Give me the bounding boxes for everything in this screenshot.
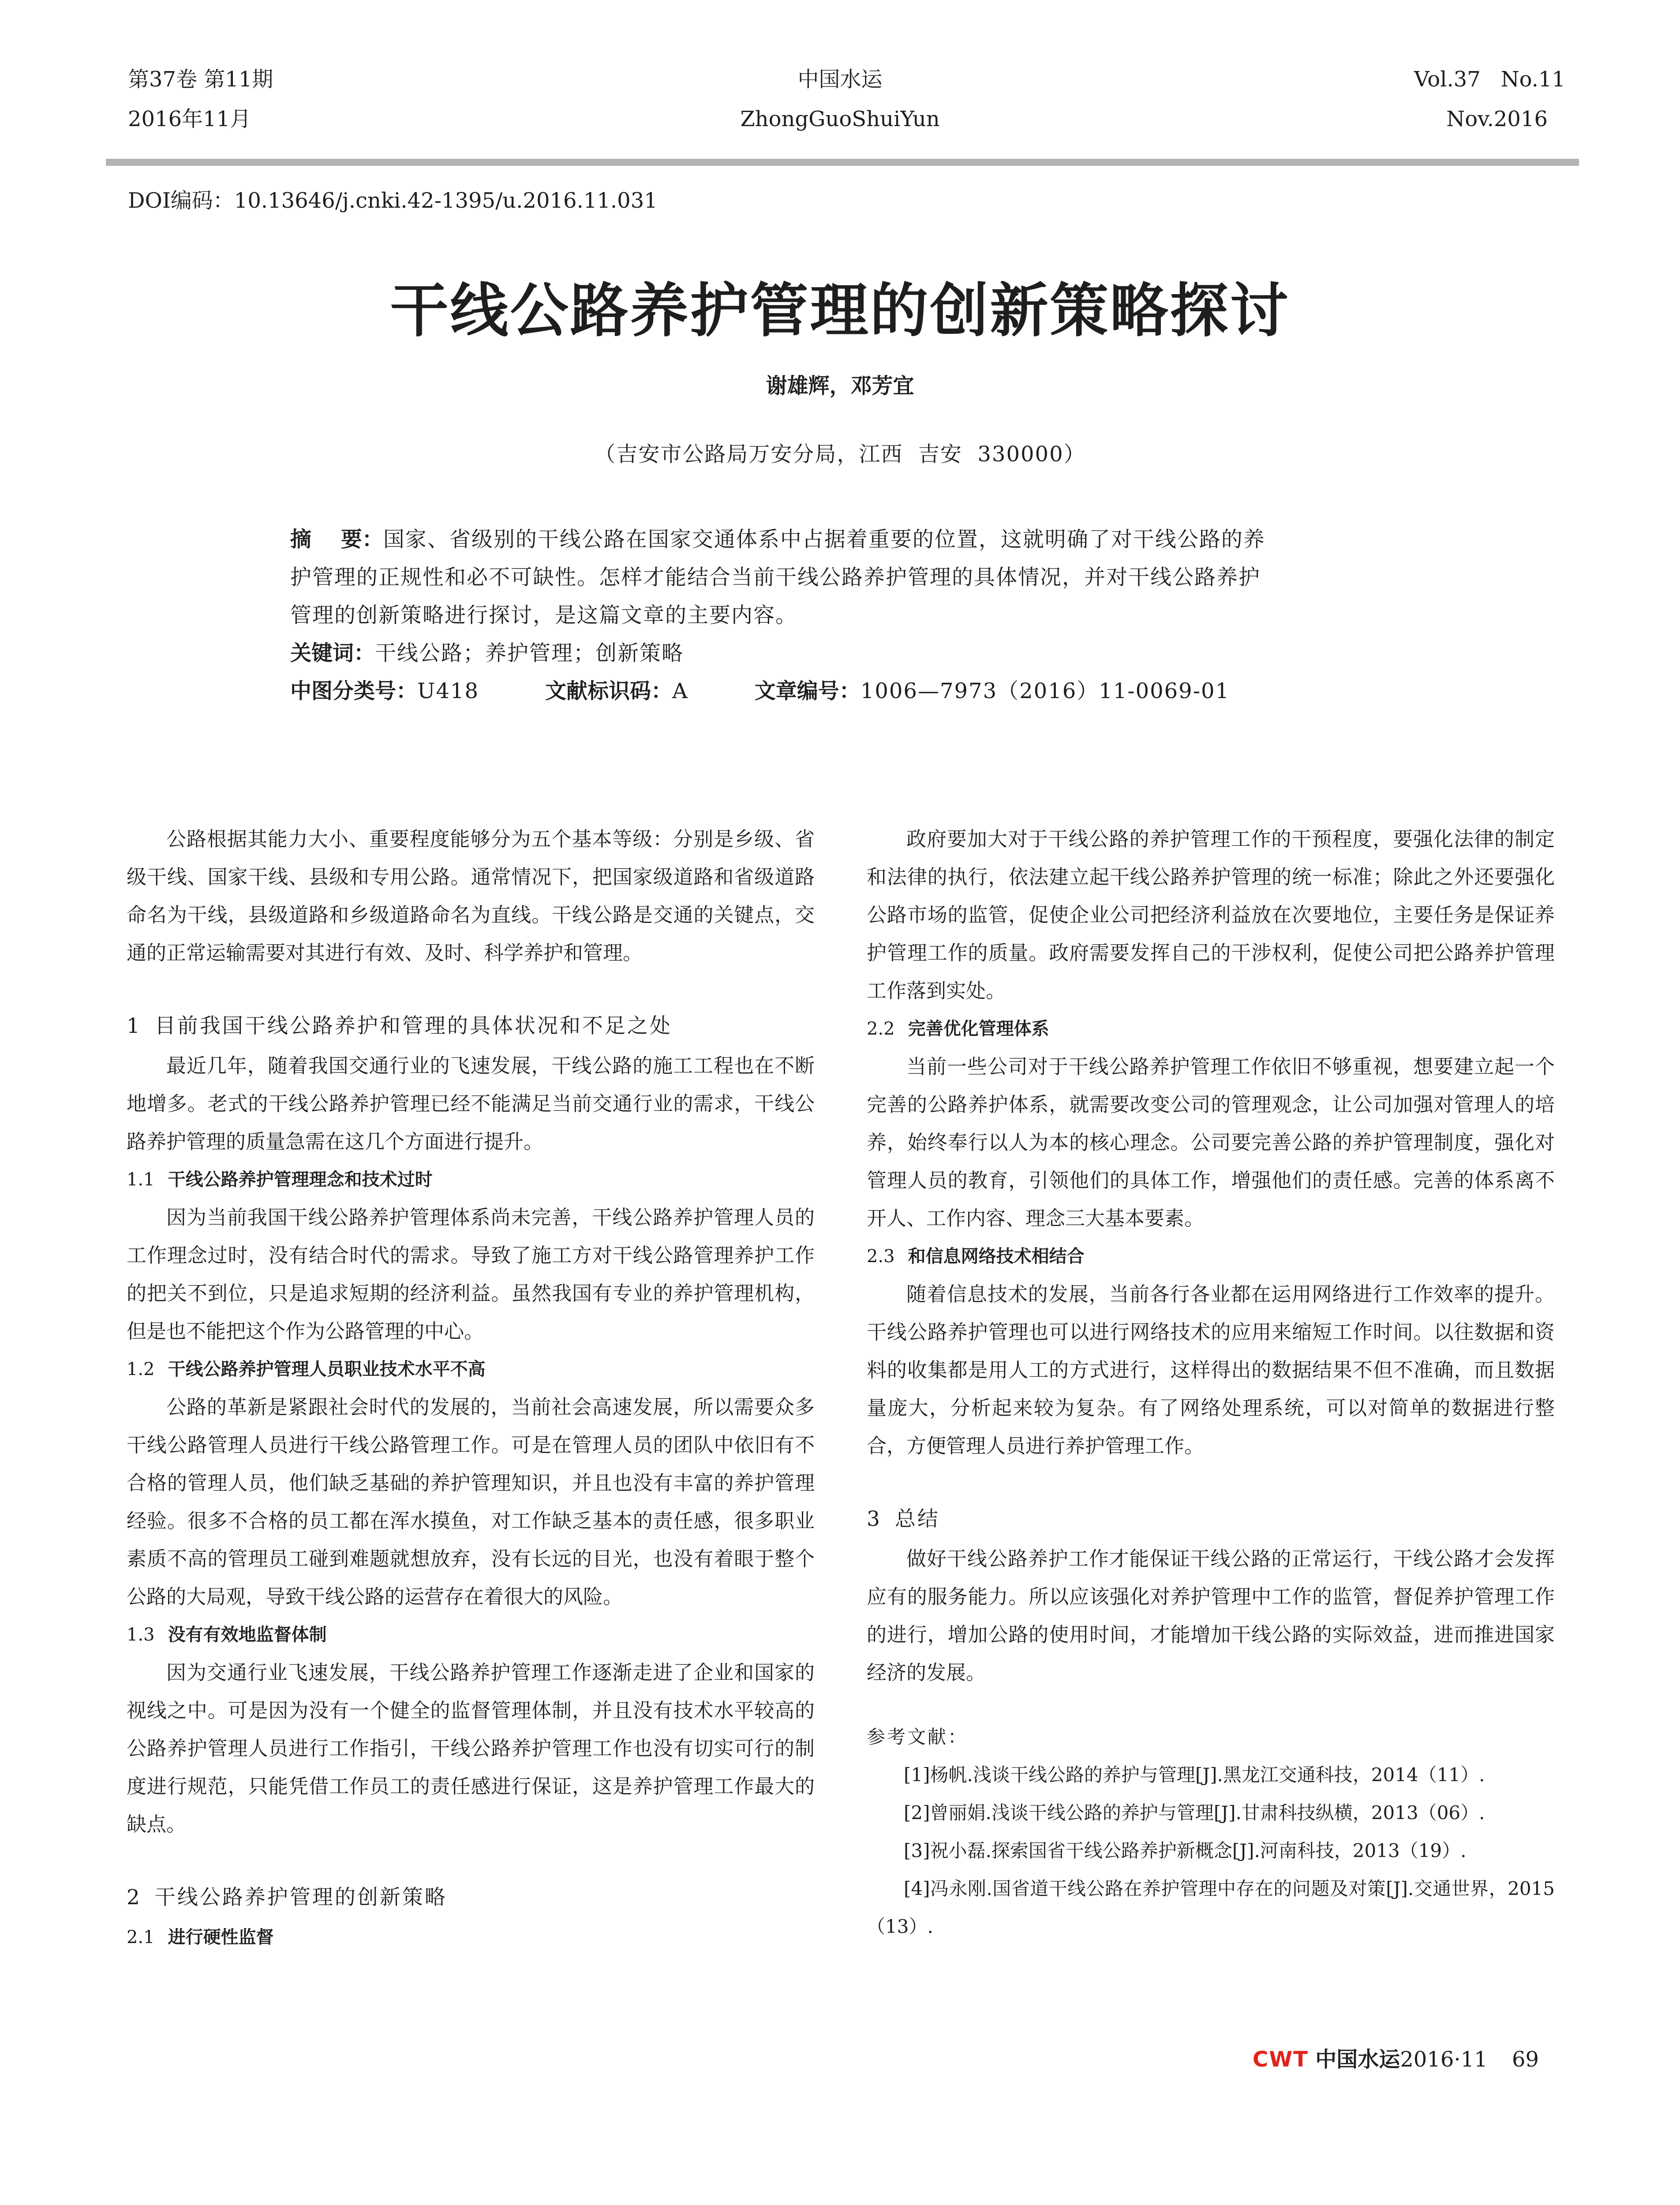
footer-journal-name: 中国水运 [1315, 2047, 1400, 2072]
page-footer [1253, 2046, 1539, 2073]
affiliation: （吉安市公路局万安分局，江西 吉安 330000） [594, 442, 1086, 467]
section-1-heading: 1 目前我国干线公路养护和管理的具体状况和不足之处 [127, 1014, 672, 1038]
header-journal-pinyin: ZhongGuoShuiYun [740, 107, 940, 131]
article-no-value: 1006—7973（2016）11-0069-01 [860, 679, 1230, 703]
left-column [127, 820, 815, 1956]
section-1-3-paragraph: 因为交通行业飞速发展，干线公路养护管理工作逐渐走进了企业和国家的视线之中。可是因为没有一个健全的监督管理体制，并且没有技术水平较高的公路养护管理人员进行工作指引，干线公路养护管理工作也没有切实可行的制度进行规范，只能凭借工作员工的责任感进行保证，这是养护管理工作最大的缺点。 [127, 1661, 815, 1836]
references-heading: 参考文献： [867, 1726, 969, 1748]
header-journal-name: 中国水运 [797, 67, 883, 92]
article-title: 干线公路养护管理的创新策略探讨 [390, 277, 1290, 345]
reference-item: [1]杨帆.浅谈干线公路的养护与管理[J].黑龙江交通科技，2014（11）. [904, 1764, 1485, 1786]
right-column [867, 820, 1555, 1946]
classification-line [290, 672, 1402, 710]
footer-issue: 2016·11 [1400, 2047, 1488, 2072]
section-1-paragraph: 最近几年，随着我国交通行业的飞速发展，干线公路的施工工程也在不断地增多。老式的干线公路养护管理已经不能满足当前交通行业的需求，干线公路养护管理的质量急需在这几个方面进行提升。 [127, 1054, 815, 1153]
page-number: 69 [1512, 2047, 1539, 2072]
article-no-label: 文章编号： [754, 679, 861, 703]
abstract-block [290, 520, 1402, 710]
abstract-label: 摘 要： [290, 527, 383, 552]
authors: 谢雄辉，邓芳宜 [766, 374, 914, 398]
section-2-2-paragraph: 当前一些公司对于干线公路养护管理工作依旧不够重视，想要建立起一个完善的公路养护体系，就需要改变公司的管理观念，让公司加强对管理人的培养，始终奉行以人为本的核心理念。公司要完善公路的养护管理制度，强化对管理人员的教育，引领他们的具体工作，增强他们的责任感。完善的体系离不开人、工作内容、理念三大基本要素。 [867, 1055, 1555, 1230]
section-3-paragraph: 做好干线公路养护工作才能保证干线公路的正常运行，干线公路才会发挥应有的服务能力。所以应该强化对养护管理中工作的监管，督促养护管理工作的进行，增加公路的使用时间，才能增加干线公路的实际效益，进而推进国家经济的发展。 [867, 1547, 1555, 1684]
abstract-line: 管理的创新策略进行探讨，是这篇文章的主要内容。 [290, 603, 798, 628]
section-2-2-heading: 2.2 完善优化管理体系 [867, 1019, 1049, 1039]
section-2-3-heading: 2.3 和信息网络技术相结合 [867, 1246, 1085, 1267]
abstract-line [290, 520, 1402, 558]
section-2-1-heading: 2.1 进行硬性监督 [127, 1927, 274, 1947]
section-2-3-paragraph: 随着信息技术的发展，当前各行各业都在运用网络进行工作效率的提升。干线公路养护管理也可以进行网络技术的应用来缩短工作时间。以往数据和资料的收集都是用人工的方式进行，这样得出的数据结果不但不准确，而且数据量庞大，分析起来较为复杂。有了网络处理系统，可以对简单的数据进行整合，方便管理人员进行养护管理工作。 [867, 1282, 1555, 1458]
reference-item: [2]曾丽娟.浅谈干线公路的养护与管理[J].甘肃科技纵横，2013（06）. [904, 1802, 1485, 1824]
section-2-heading: 2 干线公路养护管理的创新策略 [127, 1885, 447, 1910]
reference-item: [3]祝小磊.探索国省干线公路养护新概念[J].河南科技，2013（19）. [904, 1840, 1467, 1861]
section-1-1-paragraph: 因为当前我国干线公路养护管理体系尚未完善，干线公路养护管理人员的工作理念过时，没有结合时代的需求。导致了施工方对干线公路管理养护工作的把关不到位，只是追求短期的经济利益。虽然我国有专业的养护管理机构，但是也不能把这个作为公路管理的中心。 [127, 1206, 815, 1343]
header-date-en: Nov.2016 [1446, 107, 1548, 131]
keywords-label: 关键词： [290, 641, 375, 665]
section-1-2-heading: 1.2 干线公路养护管理人员职业技术水平不高 [127, 1359, 486, 1379]
header-rule [106, 159, 1579, 166]
section-2-1-paragraph: 政府要加大对于干线公路的养护管理工作的干预程度，要强化法律的制定和法律的执行，依法建立起干线公路养护管理的统一标准；除此之外还要强化公路市场的监管，促使企业公司把经济利益放在次要地位，主要任务是保证养护管理工作的质量。政府需要发挥自己的干涉权利，促使公司把公路养护管理工作落到实处。 [867, 827, 1555, 1002]
keywords: 干线公路；养护管理；创新策略 [375, 641, 684, 665]
header-volume-issue-en: Vol.37 No.11 [1414, 67, 1565, 92]
section-3-heading: 3 总结 [867, 1507, 940, 1531]
section-1-1-heading: 1.1 干线公路养护管理理念和技术过时 [127, 1170, 433, 1190]
section-1-3-heading: 1.3 没有有效地监督体制 [127, 1625, 327, 1645]
abstract-text: 国家、省级别的干线公路在国家交通体系中占据着重要的位置，这就明确了对干线公路的养 [383, 527, 1265, 552]
cwt-logo: CWT [1253, 2047, 1309, 2072]
clc-label: 中图分类号： [290, 679, 418, 703]
doi: DOI编码：10.13646/j.cnki.42-1395/u.2016.11.031 [128, 188, 658, 213]
doc-code-value: A [672, 679, 688, 703]
header-volume-issue: 第37卷 第11期 [128, 67, 273, 92]
reference-item: [4]冯永刚.国省道干线公路在养护管理中存在的问题及对策[J].交通世界，2015（13）. [867, 1878, 1555, 1937]
section-1-2-paragraph: 公路的革新是紧跟社会时代的发展的，当前社会高速发展，所以需要众多干线公路管理人员进行干线公路管理工作。可是在管理人员的团队中依旧有不合格的管理人员，他们缺乏基础的养护管理知识，并且也没有丰富的养护管理经验。很多不合格的员工都在浑水摸鱼，对工作缺乏基本的责任感，很多职业素质不高的管理员工碰到难题就想放弃，没有长远的目光，也没有着眼于整个公路的大局观，导致干线公路的运营存在着很大的风险。 [127, 1395, 815, 1608]
abstract-line: 护管理的正规性和必不可缺性。怎样才能结合当前干线公路养护管理的具体情况，并对干线公路养护 [290, 565, 1261, 590]
header-date: 2016年11月 [128, 107, 251, 131]
clc-value: U418 [417, 679, 479, 703]
doc-code-label: 文献标识码： [545, 679, 673, 703]
keywords-line [290, 634, 1402, 672]
intro-paragraph: 公路根据其能力大小、重要程度能够分为五个基本等级：分别是乡级、省级干线、国家干线、县级和专用公路。通常情况下，把国家级道路和省级道路命名为干线，县级道路和乡级道路命名为直线。干线公路是交通的关键点，交通的正常运输需要对其进行有效、及时、科学养护和管理。 [127, 827, 815, 964]
